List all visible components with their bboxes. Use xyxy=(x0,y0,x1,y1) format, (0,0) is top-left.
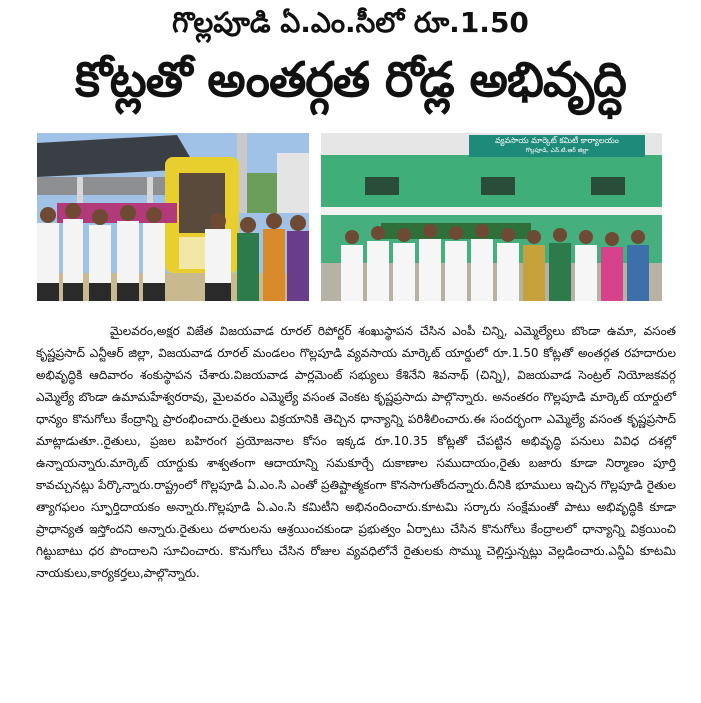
article-body: మైలవరం,అక్షర విజేత విజయవాడ రూరల్ రిపోర్టర్ శంఖుస్థాపన చేసిన ఎంపీ చిన్ని, ఎమ్మెల్యేలు బొండా ఉమా, వసంత కృష్ణప్రసాద్ ఎన్టీఆర్ జిల్లా, విజయవాడ రూరల్ మండలం గొల్లపూడి వ్యవసాయ మార్కెట్ యార్డులో రూ.1.50 కోట్లతో అంతర్గత రహదారుల అభివృద్ధికి ఆదివారం శంకుస్థాపన చేశారు.విజయవాడ పార్లమెంట్ సభ్యులు కేశినేని శివనాథ్ (చిన్ని), విజయవాడ సెంట్రల్ నియోజకవర్గ ఎమ్మెల్యే బొండా ఉమామహేశ్వరరావు, మైలవరం ఎమ్మెల్యే వసంత వెంకట కృష్ణప్రసాదు పాల్గొన్నారు. అనంతరం గొల్లపూడి మార్కెట్ యార్డులో ధాన్యం కొనుగోలు కేంద్రాన్ని ప్రారంభించారు.రైతులు విక్రయానికి తెచ్చిన ధాన్యాన్ని పరిశీలించారు.ఈ సందర్భంగా ఎమ్మెల్యే వసంత కృష్ణప్రసాద్ మాట్లాడుతూ..రైతులు, ప్రజల బహిరంగ ప్రయోజనాల కోసం ఇక్కడ రూ.10.35 కోట్లతో చేపట్టిన అభివృద్ధి పనులు వివిధ దశల్లో ఉన్నాయన్నారు.మార్కెట్ యార్డుకు శాశ్వతంగా ఆదాయాన్ని సమకూర్చే దుకాణాల సముదాయం,రైతు బజారు కూడా నిర్మాణం పూర్తి కావచ్చునట్లు పేర్కొన్నారు.రాష్ట్రంలో గొల్లపూడి ఏ.ఎం.సి ఎంతో ప్రతిష్టాత్మకంగా కొనసాగుతోందన్నారు.దీనికి భూములు ఇచ్చిన గొల్లపూడి రైతుల త్యాగఫలం స్ఫూర్తిదాయకం అన్నారు.గొల్లపూడి ఏ.ఎం.సి కమిటీని అభినందించారు.కూటమి సర్కారు సంక్షేమంతో పాటు అభివృద్ధికి కూడా ప్రాధాన్యత ఇస్తోందని అన్నారు.రైతులు దళారులను ఆశ్రయించకుండా ప్రభుత్వం ఏర్పాటు చేసిన కొనుగోలు కేంద్రాలలో ధాన్యాన్ని విక్రయించి గిట్టుబాటు ధర పొందాలని సూచించారు. కొనుగోలు చేసిన రోజుల వ్యవధిలోనే రైతులకు సొమ్ము చెల్లిస్తున్నట్లు వెల్లడించారు.ఎన్డీఏ కూటమి నాయకులు,కార్యకర్తలు,పాల్గొన్నారు. xyxy=(36,324,676,580)
photo-market-committee-office-image xyxy=(321,133,662,301)
photo-foundation-ceremony-image xyxy=(37,133,309,301)
photo-market-committee-office xyxy=(321,133,662,301)
photo-foundation-ceremony xyxy=(37,133,309,301)
office-board-text: వ్యవసాయ మార్కెట్ కమిటీ కార్యాలయం xyxy=(495,136,619,145)
headline-subtitle: గొల్లపూడి ఏ.ఎం.సీలో రూ.1.50 xyxy=(172,6,529,39)
headline-title: కోట్లతో అంతర్గత రోడ్ల అభివృద్ధి xyxy=(75,52,626,108)
office-board-subtext: గొల్లపూడి, ఎన్.టి.ఆర్ జిల్లా xyxy=(525,147,589,154)
